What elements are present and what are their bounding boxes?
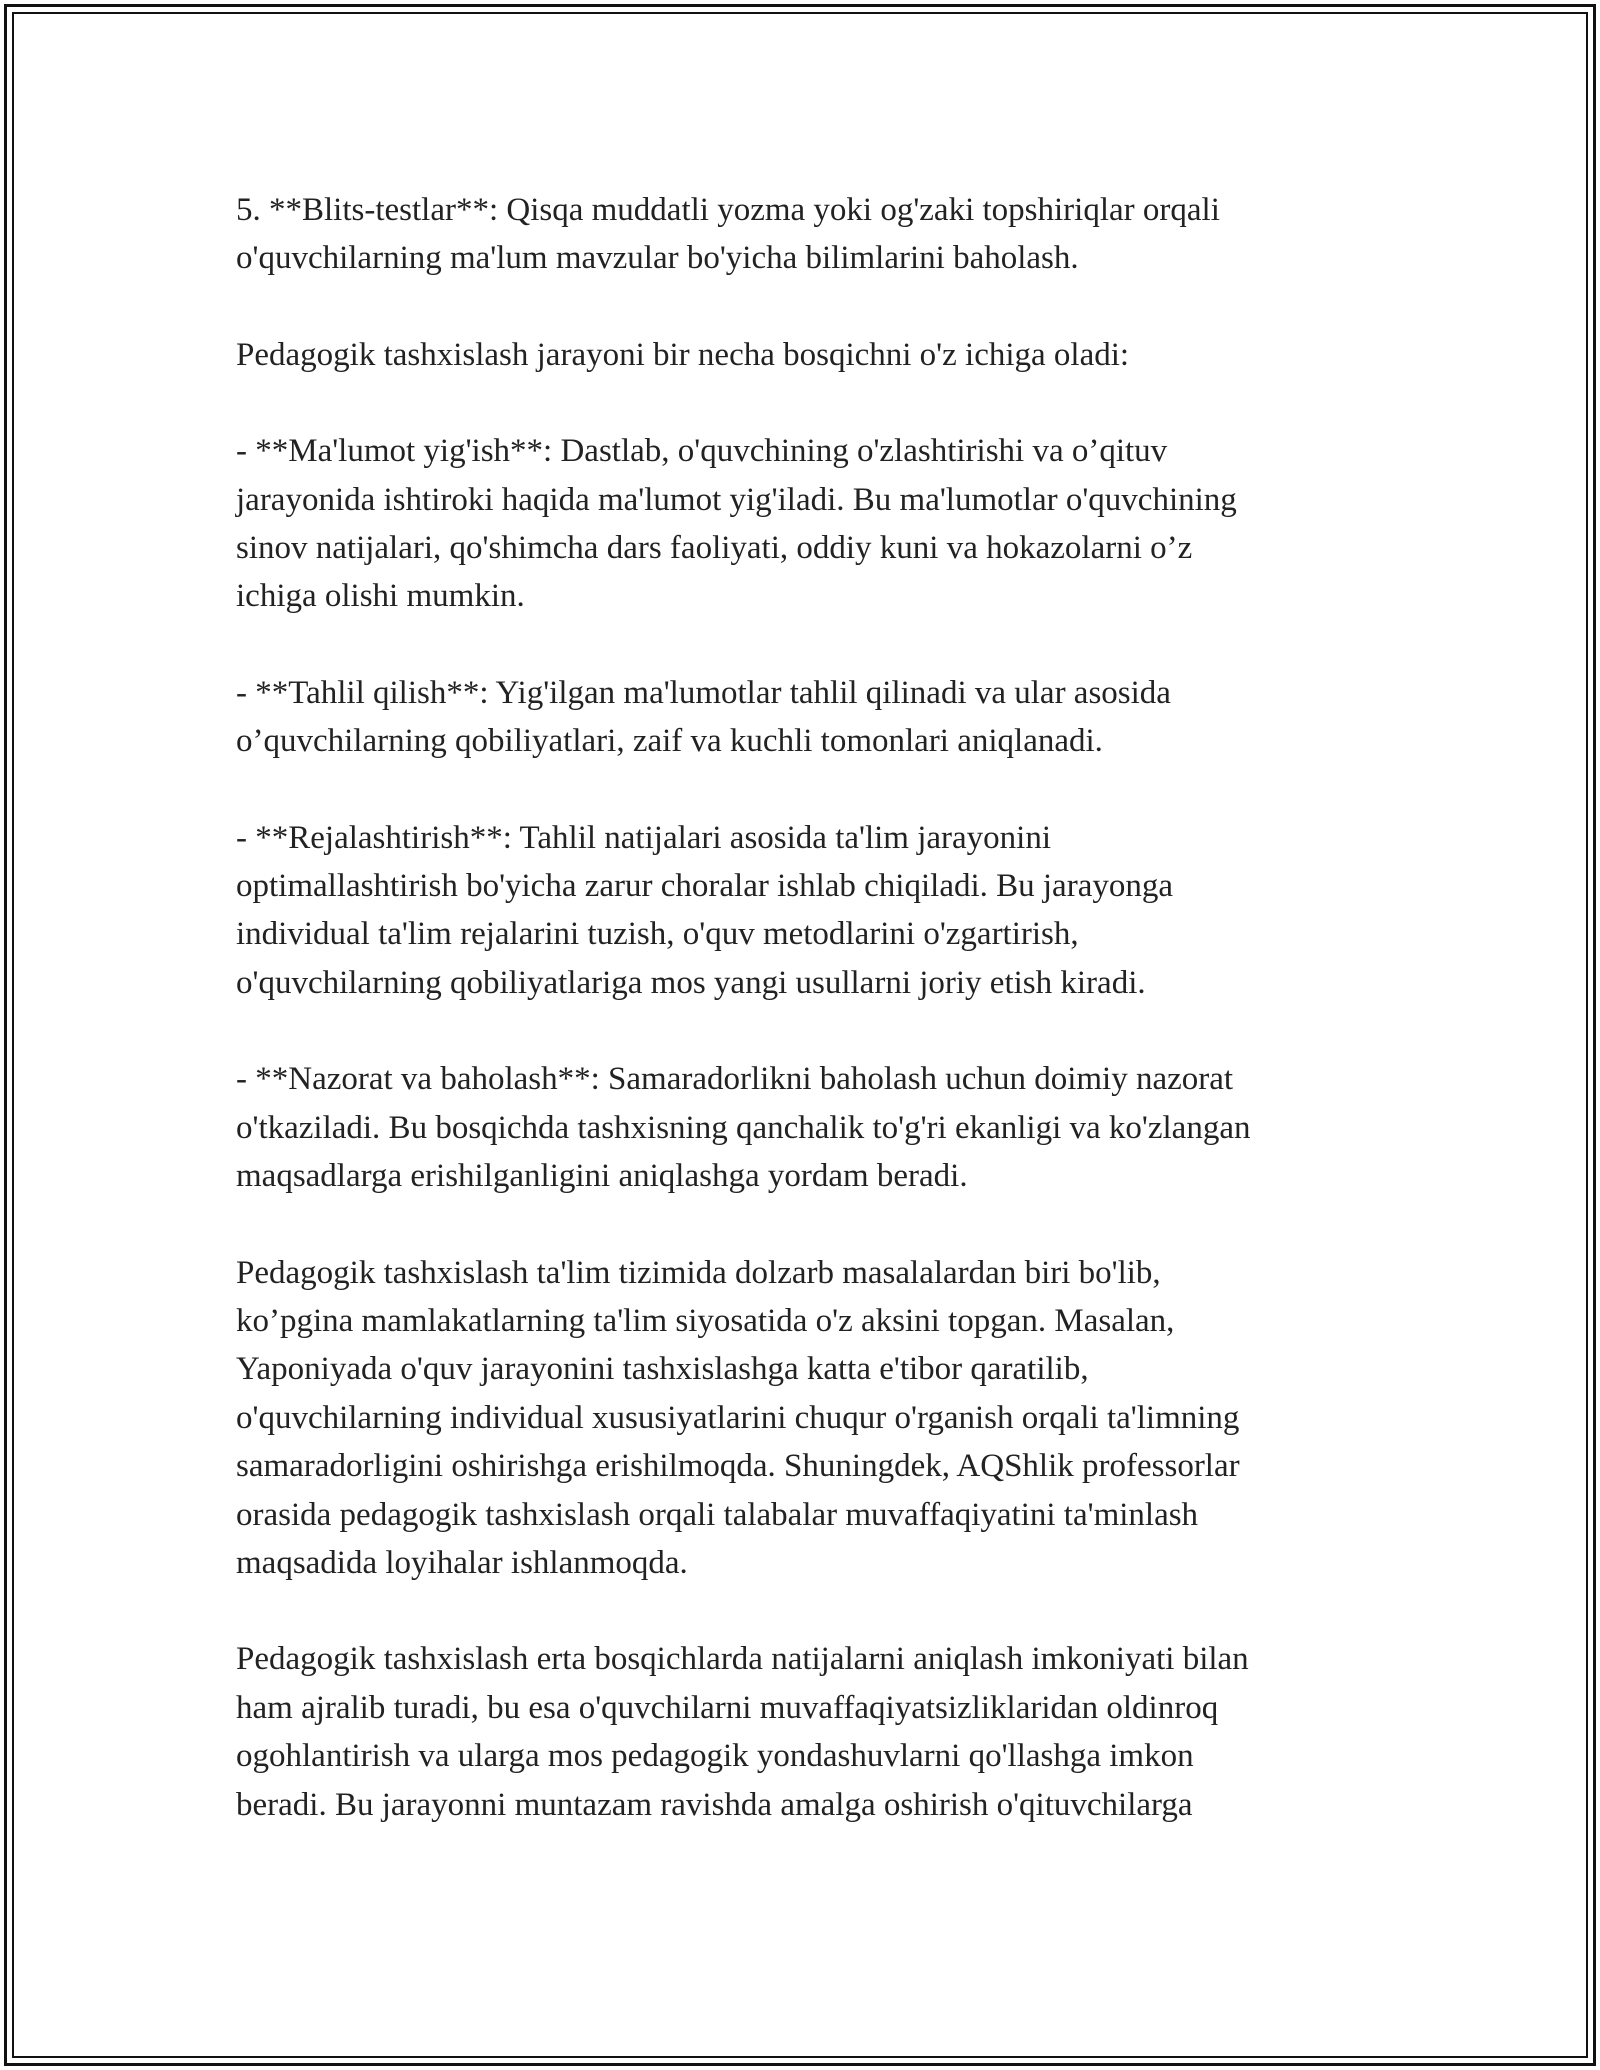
paragraph-control-evaluation: - **Nazorat va baholash**: Samaradorlikni baholash uchun doimiy nazorat o'tkaziladi. Bu bosqichda tashxisning qanchalik to'g'ri ekanligi va ko'zlangan maqsadlarga erishilganligini aniqlashga yordam beradi.	[236, 1061, 1251, 1195]
paragraph-stages-intro: Pedagogik tashxislash jarayoni bir necha bosqichni o'z ichiga oladi:	[236, 336, 1130, 373]
paragraph-data-collection: - **Ma'lumot yig'ish**: Dastlab, o'quvchining o'zlashtirishi va o’qituv jarayonida ishtiroki haqida ma'lumot yig'iladi. Bu ma'lumotlar o'quvchining sinov natijalari, qo'shimcha dars faoliyati, oddiy kuni va hokazolarni o’z ichiga olishi mumkin.	[236, 433, 1237, 615]
paragraph-early-detection: Pedagogik tashxislash erta bosqichlarda natijalarni aniqlash imkoniyati bilan ham ajralib turadi, bu esa o'quvchilarni muvaffaqiyatsizliklaridan oldinroq ogohlantirish va ularga mos pedagogik yondashuvlarni qo'llashga imkon beradi. Bu jarayonni muntazam ravishda amalga oshirish o'qituvchilarga	[236, 1641, 1249, 1823]
paragraph-planning: - **Rejalashtirish**: Tahlil natijalari asosida ta'lim jarayonini optimallashtirish bo'yicha zarur choralar ishlab chiqiladi. Bu jarayonga individual ta'lim rejalarini tuzish, o'quv metodlarini o'zgartirish, o'quvchilarning qobiliyatlariga mos yangi usullarni joriy etish kiradi.	[236, 819, 1173, 1001]
paragraph-analysis: - **Tahlil qilish**: Yig'ilgan ma'lumotlar tahlil qilinadi va ular asosida o’quvchilarning qobiliyatlari, zaif va kuchli tomonlari aniqlanadi.	[236, 674, 1171, 760]
paragraph-education-policy: Pedagogik tashxislash ta'lim tizimida dolzarb masalalardan biri bo'lib, ko’pgina mamlakatlarning ta'lim siyosatida o'z aksini topgan. Masalan, Yaponiyada o'quv jarayonini tashxislashga katta e'tibor qaratilib, o'quvchilarning individual xususiyatlarini chuqur o'rganish orqali ta'limning samaradorligini oshirishga erishilmoqda. Shuningdek, AQShlik professorlar orasida pedagogik tashxislash orqali talabalar muvaffaqiyatini ta'minlash maqsadida loyihalar ishlanmoqda.	[236, 1254, 1240, 1581]
paragraph-blits-testlar: 5. **Blits-testlar**: Qisqa muddatli yozma yoki og'zaki topshiriqlar orqali o'quvchilarning ma'lum mavzular bo'yicha bilimlarini baholash.	[236, 192, 1220, 277]
document-body	[236, 186, 1396, 1829]
